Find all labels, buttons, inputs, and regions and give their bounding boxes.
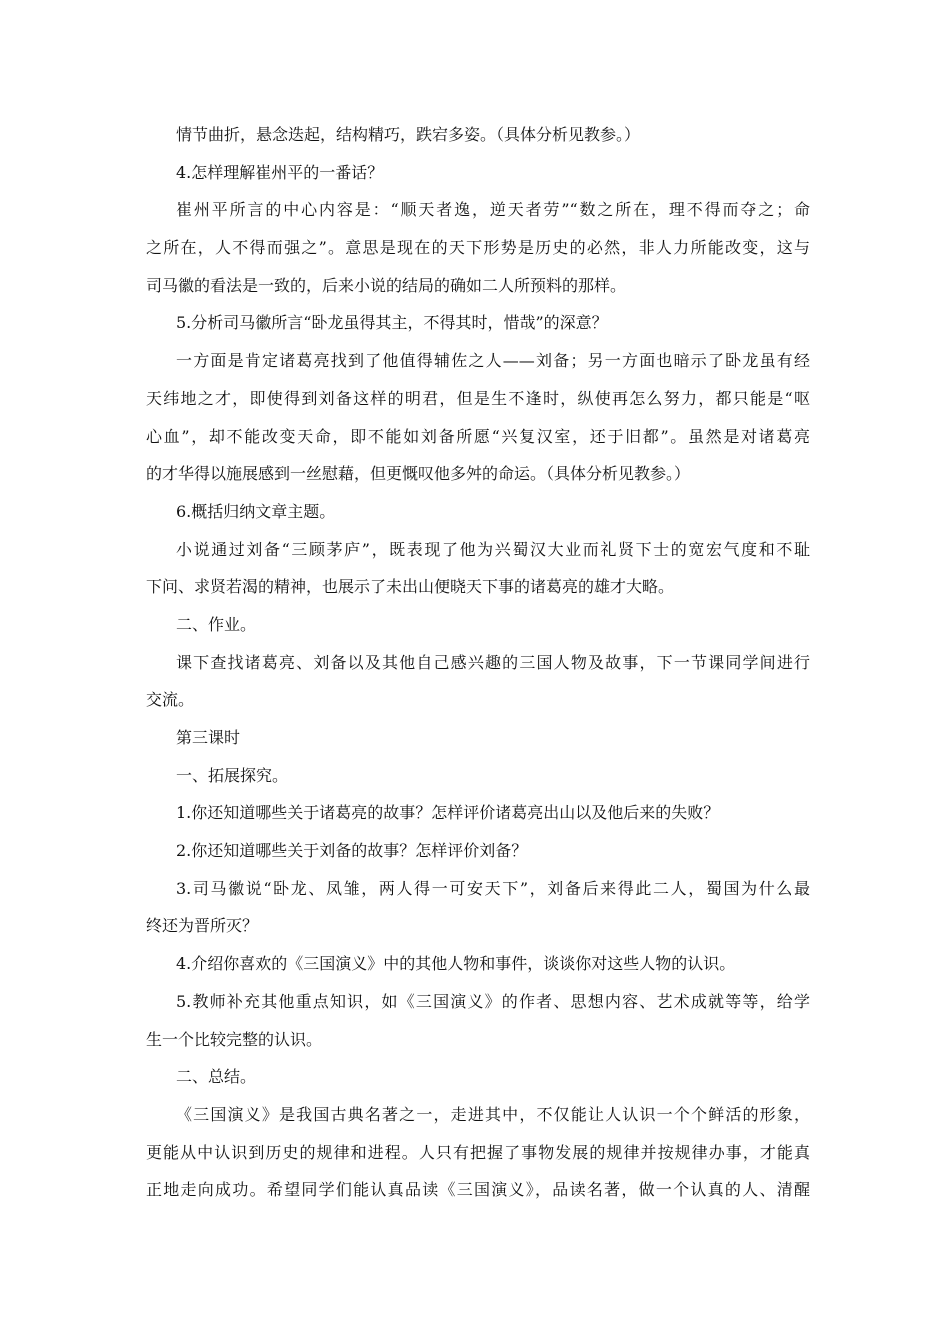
text-line-9: 心血”，却不能改变天命，即不能如刘备所愿“兴复汉室，还于旧都”。虽然是对诸葛亮 xyxy=(146,426,810,446)
extension-item-2: 2.你还知道哪些关于刘备的故事？怎样评价刘备？ xyxy=(176,841,528,861)
section-homework-heading: 二、作业。 xyxy=(176,614,257,634)
extension-item-3: 3.司马徽说“卧龙、凤雏，两人得一可安天下”，刘备后来得此二人，蜀国为什么最 xyxy=(176,878,810,898)
section-summary-heading: 二、总结。 xyxy=(176,1067,257,1087)
question-4: 4.怎样理解崔州平的一番话？ xyxy=(176,162,384,182)
text-line-27: 《三国演义》是我国古典名著之一，走进其中，不仅能让人认识一个个鲜活的形象， xyxy=(176,1104,810,1124)
text-line-3: 崔州平所言的中心内容是：“顺天者逸，逆天者劳”“数之所在，理不得而夺之；命 xyxy=(176,200,810,220)
text-line-12: 小说通过刘备“三顾茅庐”，既表现了他为兴蜀汉大业而礼贤下士的宽宏气度和不耻 xyxy=(176,539,810,559)
document-page xyxy=(146,116,810,1209)
extension-item-5: 5.教师补充其他重点知识，如《三国演义》的作者、思想内容、艺术成就等等，给学 xyxy=(176,991,810,1011)
text-line-16: 交流。 xyxy=(146,690,195,710)
text-line-10: 的才华得以施展感到一丝慰藉，但更慨叹他多舛的命运。（具体分析见教参。） xyxy=(146,464,691,484)
text-line-4: 之所在，人不得而强之”。意思是现在的天下形势是历史的必然，非人力所能改变，这与 xyxy=(146,238,810,258)
extension-item-1: 1.你还知道哪些关于诸葛亮的故事？怎样评价诸葛亮出山以及他后来的失败？ xyxy=(176,803,720,823)
question-5: 5.分析司马徽所言“卧龙虽得其主，不得其时，惜哉”的深意？ xyxy=(176,313,608,333)
text-line-15: 课下查找诸葛亮、刘备以及其他自己感兴趣的三国人物及故事，下一节课同学间进行 xyxy=(176,652,810,672)
text-line-7: 一方面是肯定诸葛亮找到了他值得辅佐之人——刘备；另一方面也暗示了卧龙虽有经 xyxy=(176,351,810,371)
text-line-13: 下问、求贤若渴的精神，也展示了未出山便晓天下事的诸葛亮的雄才大略。 xyxy=(146,577,675,597)
text-line-28: 更能从中认识到历史的规律和进程。人只有把握了事物发展的规律并按规律办事，才能真 xyxy=(146,1142,810,1162)
text-line-1: 情节曲折，悬念迭起，结构精巧，跌宕多姿。（具体分析见教参。） xyxy=(176,125,641,144)
text-line-22: 终还为晋所灭？ xyxy=(146,916,259,936)
lesson-three-heading: 第三课时 xyxy=(176,728,241,747)
text-line-29: 正地走向成功。希望同学们能认真品读《三国演义》，品读名著，做一个认真的人、清醒 xyxy=(146,1180,810,1200)
text-line-25: 生一个比较完整的认识。 xyxy=(146,1029,323,1049)
question-6: 6.概括归纳文章主题。 xyxy=(176,501,336,521)
extension-item-4: 4.介绍你喜欢的《三国演义》中的其他人物和事件，谈谈你对这些人物的认识。 xyxy=(176,954,736,974)
section-extension-heading: 一、拓展探究。 xyxy=(176,765,289,785)
text-line-5: 司马徽的看法是一致的，后来小说的结局的确如二人所预料的那样。 xyxy=(146,275,627,295)
text-line-8: 天纬地之才，即使得到刘备这样的明君，但是生不逢时，纵使再怎么努力，都只能是“呕 xyxy=(146,388,810,408)
